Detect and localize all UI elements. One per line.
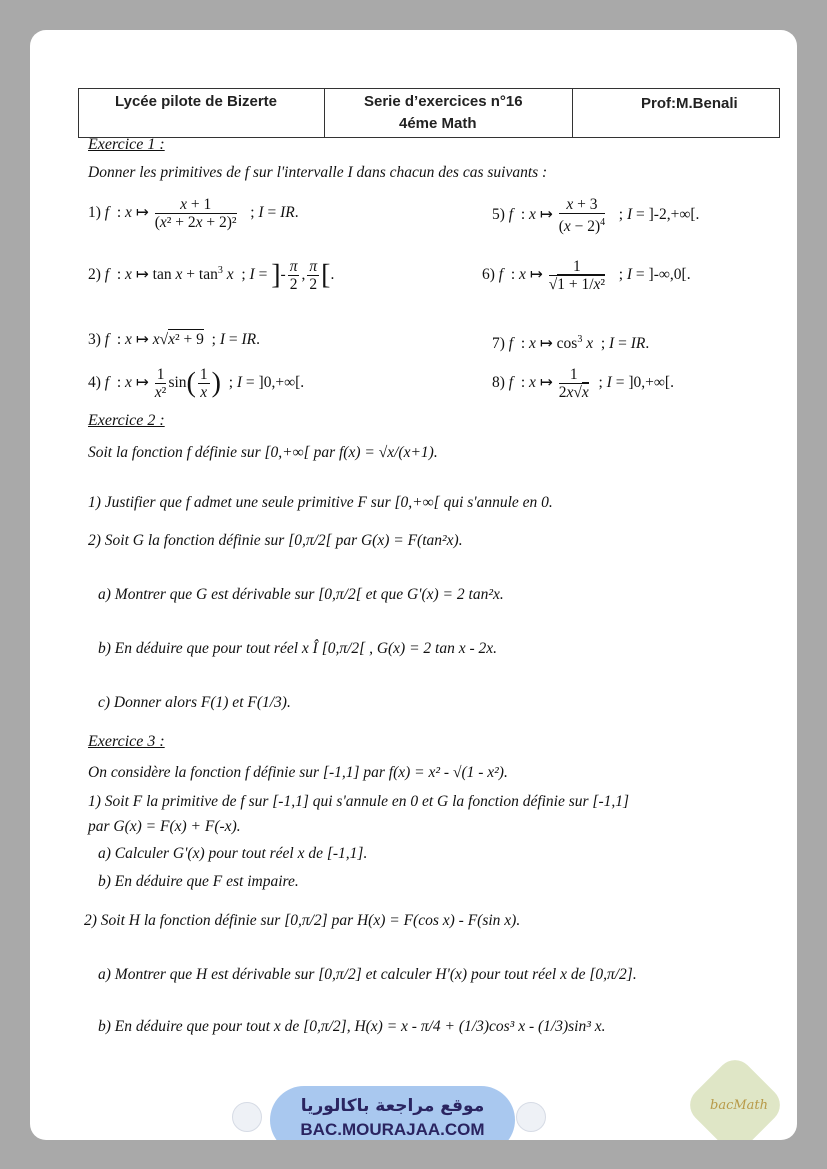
ex3-question-1a: a) Calculer G'(x) pour tout réel x de [-1,1]. bbox=[98, 845, 368, 862]
ex2-question-2: 2) Soit G la fonction définie sur [0,π/2[ par G(x) = F(tan²x). bbox=[88, 532, 463, 549]
ex3-question-2a: a) Montrer que H est dérivable sur [0,π/2] et calculer H'(x) pour tout réel x de [0,π/2]. bbox=[98, 966, 637, 983]
header-divider bbox=[572, 89, 573, 137]
ex1-item-5: 5) f : x ↦ $\frac{x + 3}{(x - 2)^4}$ ; I = ]-2,+∞[. bbox=[492, 196, 700, 236]
series-title: Serie d’exercices n°16 bbox=[364, 93, 523, 110]
exercise-2-title: Exercice 2 : bbox=[88, 412, 165, 429]
ex2-question-2a: a) Montrer que G est dérivable sur [0,π/2[ et que G'(x) = 2 tan²x. bbox=[98, 586, 504, 603]
ex3-question-1b: b) En déduire que F est impaire. bbox=[98, 873, 299, 890]
site-logo-icon bbox=[516, 1102, 546, 1132]
ex1-item-3: 3) f : x ↦ x√x² + 9 ; I = IR. bbox=[88, 331, 260, 348]
ex3-intro: On considère la fonction f définie sur [-1,1] par f(x) = x² - √(1 - x²). bbox=[88, 764, 508, 781]
ex1-item-4: 4) f : x ↦ $\frac{1}{\text{x²}}$ sin( $\frac{1}{x}$ ) ; I = ]0,+∞[. bbox=[88, 366, 305, 401]
header-divider bbox=[324, 89, 325, 137]
ex1-item-8: 8) f : x ↦ $\frac{1}{2x√x}$ ; I = ]0,+∞[. bbox=[492, 366, 674, 401]
exercise-3-title: Exercice 3 : bbox=[88, 733, 165, 750]
ex1-item-7: 7) f : x ↦ $\cos^3 x$ ; I = IR. bbox=[492, 334, 650, 353]
site-name-arabic: موقع مراجعة باكالوريا bbox=[300, 1096, 485, 1116]
ex1-item-2: 2) f : x ↦ $\tan x + \tan^3 x$ ; I = ]- $\frac{\pi}{2}$ , $\frac{\pi}{2}$ [. bbox=[88, 258, 335, 293]
site-url[interactable]: BAC.MOURAJAA.COM bbox=[300, 1120, 485, 1139]
exercise-1-intro: Donner les primitives de f sur l'intervalle I dans chacun des cas suivants : bbox=[88, 164, 548, 181]
ex2-intro: Soit la fonction f définie sur [0,+∞[ par f(x) = √x/(x+1). bbox=[88, 444, 438, 461]
ex1-item-6: 6) f : x ↦ $\frac{1}{\text{√1 + 1/x²}}$ ; I = ]-∞,0[. bbox=[482, 258, 691, 293]
site-logo-icon bbox=[232, 1102, 262, 1132]
bacmath-logo bbox=[683, 1053, 788, 1140]
ex3-question-2: 2) Soit H la fonction définie sur [0,π/2] par H(x) = F(cos x) - F(sin x). bbox=[84, 912, 521, 929]
class-level: 4éme Math bbox=[399, 115, 477, 132]
document-page bbox=[30, 30, 797, 1140]
site-banner[interactable] bbox=[270, 1086, 515, 1140]
school-name: Lycée pilote de Bizerte bbox=[115, 93, 277, 110]
ex3-question-1: 1) Soit F la primitive de f sur [-1,1] qui s'annule en 0 et G la fonction définie sur [-1,1] bbox=[88, 793, 630, 810]
ex2-question-2c: c) Donner alors F(1) et F(1/3). bbox=[98, 694, 291, 711]
bacmath-logo-text: bacMath bbox=[710, 1098, 769, 1113]
ex2-question-2b: b) En déduire que pour tout réel x Î [0,π/2[ , G(x) = 2 tan x - 2x. bbox=[98, 640, 498, 657]
ex3-question-1-cont: par G(x) = F(x) + F(-x). bbox=[88, 818, 241, 835]
header-table bbox=[78, 88, 780, 138]
exercise-1-title: Exercice 1 : bbox=[88, 136, 165, 153]
teacher-name: Prof:M.Benali bbox=[641, 95, 738, 112]
ex2-question-1: 1) Justifier que f admet une seule primitive F sur [0,+∞[ qui s'annule en 0. bbox=[88, 494, 553, 511]
ex3-question-2b: b) En déduire que pour tout x de [0,π/2], H(x) = x - π/4 + (1/3)cos³ x - (1/3)sin³ x. bbox=[98, 1018, 606, 1035]
ex1-item-1: 1) f : x ↦ $\frac{x + 1}{\text{(x² + 2x + 2)²}}$ ; I = IR. bbox=[88, 196, 299, 231]
